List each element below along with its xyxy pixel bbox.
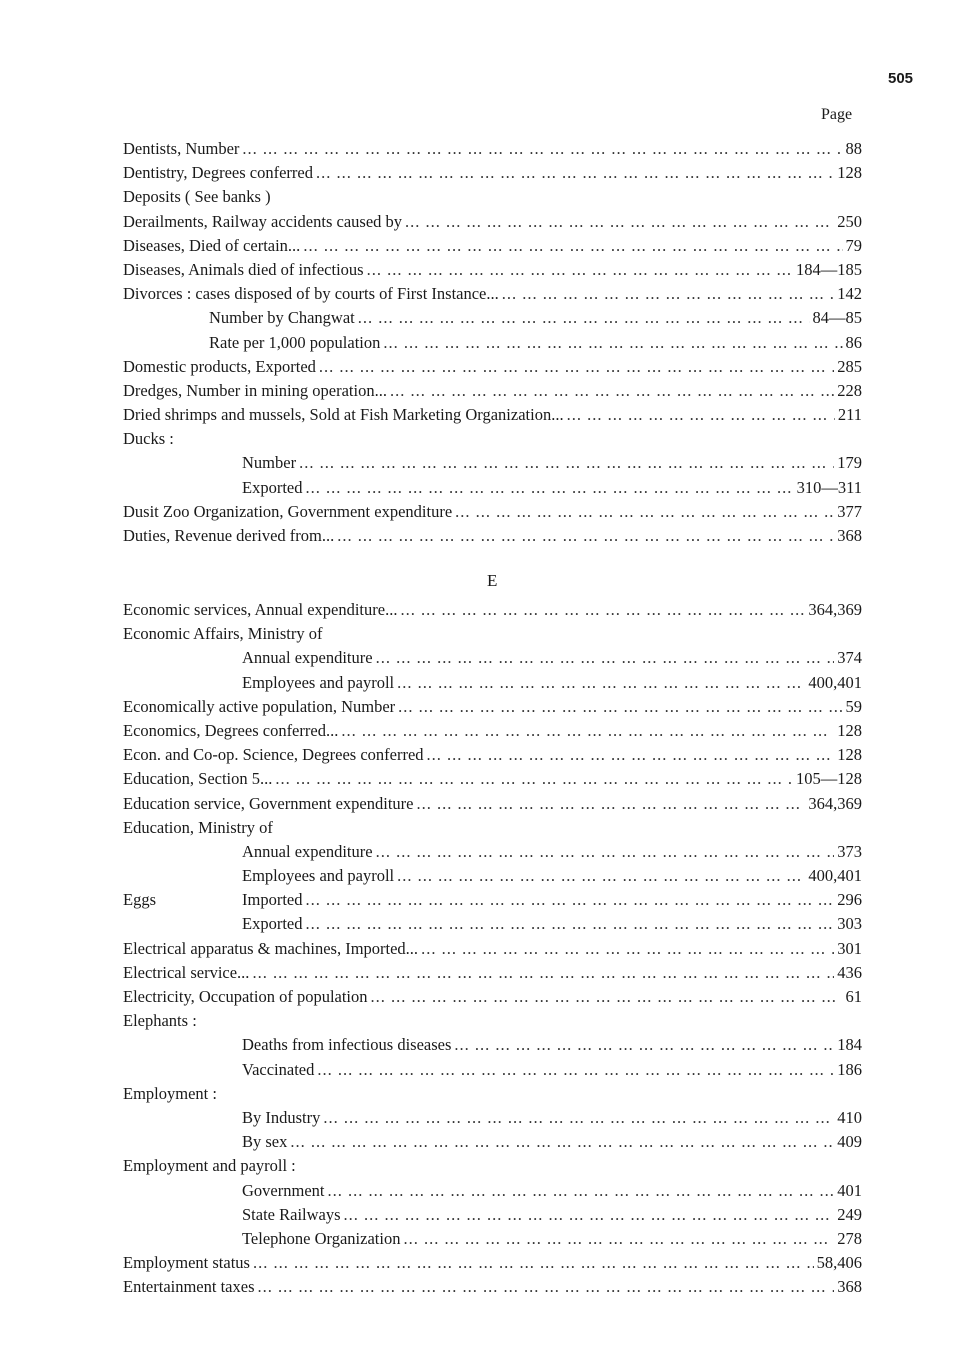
index-entry-page: 128 [837, 720, 862, 740]
dot-leader [303, 234, 842, 258]
index-entry-label: Number [242, 453, 297, 473]
index-entry-page: 184—185 [796, 259, 862, 279]
index-entry-page: 105—128 [796, 769, 862, 789]
index-entry-page: 410 [837, 1107, 862, 1127]
index-entry [123, 1203, 862, 1227]
index-entry-group-label: Eggs [123, 890, 156, 910]
index-entry-page: 400,401 [808, 672, 862, 692]
dot-leader [337, 524, 834, 548]
dot-leader [299, 451, 834, 475]
index-entry-page: 142 [837, 284, 862, 304]
dot-leader [252, 961, 834, 985]
index-entry [123, 1058, 862, 1082]
index-entry [123, 476, 862, 500]
index-entry [123, 864, 862, 888]
index-entry-page: 364,369 [808, 793, 862, 813]
index-entry-label: State Railways [242, 1204, 341, 1224]
index-entry-page: 88 [845, 139, 862, 158]
index-entry [123, 937, 862, 961]
index-entry-page: 409 [837, 1132, 862, 1152]
index-entry-label: Education, Ministry of [123, 817, 273, 837]
dot-leader [383, 331, 842, 355]
dot-leader [358, 306, 810, 330]
index-entry-label [123, 888, 302, 912]
dot-leader [305, 912, 834, 936]
index-entry [123, 888, 862, 912]
dot-leader [502, 282, 834, 306]
index-entry-label: Derailments, Railway accidents caused by [123, 211, 403, 231]
index-entry-page: 377 [837, 501, 862, 521]
index-entry-page: 84—85 [812, 308, 862, 328]
index-entry [123, 1033, 862, 1057]
index-entry-label: Employment : [123, 1083, 217, 1103]
index-entry-label: Dredges, Number in mining operation... [123, 380, 387, 400]
dot-leader [455, 500, 834, 524]
index-entry [123, 306, 862, 330]
index-entry-page: 285 [837, 356, 862, 376]
index-entry [123, 403, 862, 427]
index-entry-label: Government [242, 1180, 325, 1200]
index-entry-page: 59 [845, 696, 862, 716]
index-entry [123, 598, 862, 622]
index-entry-label: Diseases, Died of certain... [123, 235, 301, 255]
index-entry [123, 1154, 862, 1178]
index-entry-page: 364,369 [808, 600, 862, 619]
dot-leader [305, 476, 793, 500]
index-entry-page: 86 [845, 332, 862, 352]
index-entry-page: 401 [837, 1180, 862, 1200]
index-entry-label: Deposits ( See banks ) [123, 187, 271, 207]
dot-leader [242, 137, 842, 161]
index-entry-page: 301 [837, 938, 862, 958]
index-entry-page: 374 [837, 648, 862, 668]
index-entry-label: Number by Changwat [209, 308, 355, 328]
index-entry-label: Ducks : [123, 429, 174, 449]
index-entry-label: Employment status [123, 1253, 250, 1273]
dot-leader [327, 1179, 834, 1203]
index-entry [123, 985, 862, 1009]
index-entry [123, 1227, 862, 1251]
index-entry-page: 310—311 [796, 477, 862, 497]
dot-leader [390, 379, 834, 403]
index-entry-page: 179 [837, 453, 862, 473]
dot-leader [454, 1033, 834, 1057]
index-entry [123, 646, 862, 670]
section-letter-heading: E [487, 571, 498, 590]
index-entry-label: Employees and payroll [242, 672, 395, 692]
dot-leader [290, 1130, 834, 1154]
index-entry [123, 961, 862, 985]
index-entry-label: Annual expenditure [242, 648, 373, 668]
dot-leader [403, 1227, 834, 1251]
dot-leader [275, 767, 793, 791]
dot-leader [341, 719, 834, 743]
dot-leader [258, 1275, 835, 1299]
index-entry [123, 816, 862, 840]
index-entry [123, 719, 862, 743]
index-entry [123, 792, 862, 816]
index-entry [123, 427, 862, 451]
index-entry-page: 373 [837, 841, 862, 861]
dot-leader [400, 598, 805, 622]
dot-leader [323, 1106, 834, 1130]
index-entry-label: Employees and payroll [242, 866, 395, 886]
index-entry [123, 622, 862, 646]
index-entry [123, 500, 862, 524]
index-entry-label: Econ. and Co-op. Science, Degrees conferred [123, 745, 424, 765]
index-entry [123, 743, 862, 767]
index-section-e [123, 598, 862, 1299]
dot-leader [421, 937, 834, 961]
index-entry [123, 695, 862, 719]
index-entry-label: Education service, Government expenditure [123, 793, 414, 813]
index-entry [123, 379, 862, 403]
dot-leader [371, 985, 843, 1009]
dot-leader [317, 1058, 834, 1082]
index-entry [123, 185, 862, 209]
index-entry-label: Deaths from infectious diseases [242, 1035, 452, 1055]
index-entry [123, 137, 862, 161]
index-entry [123, 282, 862, 306]
index-entry [123, 355, 862, 379]
index-entry-label: Divorces : cases disposed of by courts of First Instance... [123, 284, 499, 304]
index-entry-page: 128 [837, 745, 862, 765]
index-entry [123, 1179, 862, 1203]
dot-leader [367, 258, 793, 282]
index-entry [123, 331, 862, 355]
index-entry-label: Employment and payroll : [123, 1156, 296, 1176]
index-entry [123, 258, 862, 282]
index-entry-page: 79 [845, 235, 862, 255]
index-entry-label: Dusit Zoo Organization, Government expenditure [123, 501, 453, 521]
index-entry-label: Dentistry, Degrees conferred [123, 163, 313, 183]
index-entry [123, 671, 862, 695]
index-entry-page: 303 [837, 914, 862, 934]
index-entry-label: By sex [242, 1132, 288, 1152]
index-entry-page: 296 [837, 890, 862, 910]
index-entry-label: Dentists, Number [123, 139, 240, 158]
page-column-label: Page [821, 106, 853, 123]
dot-leader [253, 1251, 814, 1275]
index-entry-page: 368 [837, 1277, 862, 1297]
index-entry-label: Electricity, Occupation of population [123, 987, 368, 1006]
dot-leader [405, 210, 834, 234]
index-entry-label: Electrical apparatus & machines, Imported... [123, 938, 419, 958]
dot-leader [397, 671, 805, 695]
dot-leader [319, 355, 834, 379]
dot-leader [305, 888, 834, 912]
index-entry-label: Elephants : [123, 1011, 197, 1031]
index-entry-page: 250 [837, 211, 862, 231]
index-entry-label: Electrical service... [123, 962, 250, 982]
index-entry-label: Annual expenditure [242, 841, 373, 861]
index-entry-label: By Industry [242, 1107, 321, 1127]
index-entry-label: Economics, Degrees conferred... [123, 720, 339, 740]
dot-leader [427, 743, 835, 767]
dot-leader [316, 161, 834, 185]
index-entry-label: Exported [242, 914, 303, 934]
index-entry-page: 400,401 [808, 866, 862, 886]
index-entry [123, 912, 862, 936]
index-entry [123, 1106, 862, 1130]
index-entry-label: Education, Section 5... [123, 769, 273, 789]
index-entry-page: 228 [837, 380, 862, 400]
index-entry [123, 234, 862, 258]
index-entry-label: Domestic products, Exported [123, 356, 316, 376]
index-entry [123, 840, 862, 864]
index-entry-page: 186 [837, 1059, 862, 1079]
index-entry-label: Exported [242, 477, 303, 497]
index-entry-label: Telephone Organization [242, 1228, 401, 1248]
index-entry-label: Diseases, Animals died of infectious [123, 259, 364, 279]
index-entry [123, 1082, 862, 1106]
dot-leader [344, 1203, 835, 1227]
dot-leader [567, 403, 835, 427]
index-entry-page: 128 [837, 163, 862, 183]
index-entry-label: Entertainment taxes [123, 1277, 255, 1297]
index-entry-page: 211 [837, 405, 862, 425]
dot-leader [416, 792, 805, 816]
index-entry-label: Rate per 1,000 population [209, 332, 381, 352]
index-entry [123, 451, 862, 475]
index-entry-page: 61 [845, 987, 862, 1006]
index-section-d [123, 137, 862, 548]
dot-leader [397, 864, 805, 888]
index-entry-text: Imported [242, 890, 303, 910]
index-entry-page: 58,406 [816, 1253, 862, 1273]
index-entry-page: 249 [837, 1204, 862, 1224]
index-entry-label: Vaccinated [242, 1059, 315, 1079]
index-entry-page: 436 [837, 962, 862, 982]
index-entry-label: Dried shrimps and mussels, Sold at Fish Marketing Organization... [123, 405, 564, 425]
index-entry [123, 767, 862, 791]
index-entry-page: 184 [837, 1035, 862, 1055]
index-entry [123, 161, 862, 185]
index-entry [123, 1251, 862, 1275]
dot-leader [376, 646, 835, 670]
index-entry [123, 1130, 862, 1154]
index-entry [123, 524, 862, 548]
index-entry-label: Economic services, Annual expenditure... [123, 600, 398, 619]
dot-leader [398, 695, 842, 719]
dot-leader [376, 840, 835, 864]
index-entry-label: Duties, Revenue derived from... [123, 526, 335, 545]
index-entry-label: Economically active population, Number [123, 696, 396, 716]
index-entry-label: Economic Affairs, Ministry of [123, 624, 323, 644]
index-entry [123, 1009, 862, 1033]
index-entry-page: 368 [837, 526, 862, 545]
page-number: 505 [888, 70, 914, 87]
index-entry-page: 278 [837, 1228, 862, 1248]
index-entry [123, 210, 862, 234]
index-entry [123, 1275, 862, 1299]
